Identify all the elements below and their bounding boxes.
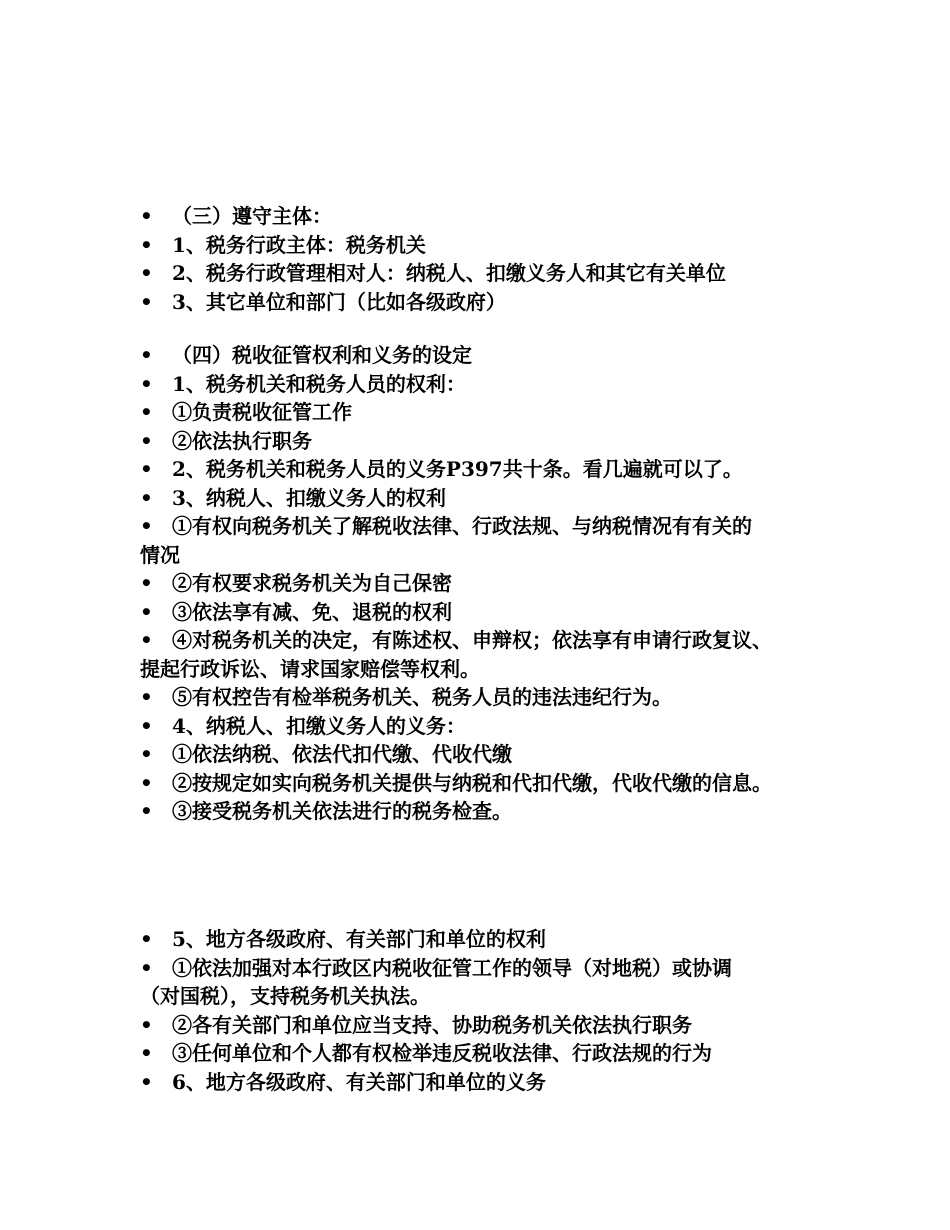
list-item-text: ②有权要求税务机关为自己保密 (172, 571, 452, 595)
bullet: • (140, 628, 153, 652)
list-item-text: 3、纳税人、扣缴义务人的权利 (172, 485, 446, 510)
bullet: • (140, 713, 153, 738)
list-item (140, 427, 840, 456)
list-item-text: 1、税务机关和税务人员的权利： (172, 371, 466, 396)
bullet: • (140, 955, 153, 980)
list-item (140, 1068, 840, 1097)
list-item (140, 341, 840, 370)
list-item (140, 740, 840, 769)
list-item (140, 598, 840, 627)
list-item (140, 202, 840, 231)
list-item-text: 3、其它单位和部门（比如各级政府） (172, 289, 506, 314)
list-item-text: 2、税务行政管理相对人：纳税人、扣缴义务人和其它有关单位 (172, 261, 726, 285)
bullet: • (140, 457, 153, 481)
bullet: • (140, 770, 153, 795)
list-item-text: 1、税务行政主体：税务机关 (172, 232, 426, 257)
list-item (140, 683, 840, 712)
bullet: • (140, 400, 153, 424)
list-item (140, 797, 840, 826)
bullet: • (140, 685, 153, 709)
bullet: • (140, 514, 153, 538)
bullet: • (140, 799, 153, 823)
bullet: • (140, 742, 153, 766)
list-item (140, 1039, 840, 1068)
list-item-text: ①依法加强对本行政区内税收征管工作的领导（对地税）或协调 (172, 955, 732, 980)
bullet: • (140, 371, 153, 396)
block-government-rights (140, 925, 840, 1096)
bullet: • (140, 343, 153, 367)
list-item-text: ②按规定如实向税务机关提供与纳税和代扣代缴，代收代缴的信息。 (172, 770, 772, 795)
list-item-text: 4、纳税人、扣缴义务人的义务： (172, 713, 466, 738)
list-item-text: ③接受税务机关依法进行的税务检查。 (172, 799, 512, 823)
list-item-text: 2、税务机关和税务人员的义务P397共十条。看几遍就可以了。 (172, 457, 743, 481)
list-item-text: 6、地方各级政府、有关部门和单位的义务 (172, 1069, 546, 1094)
bullet: • (140, 428, 153, 453)
list-item-text: ①负责税收征管工作 (172, 400, 352, 424)
list-item (140, 954, 840, 1011)
list-item-text: ①依法纳税、依法代扣代缴、代收代缴 (172, 742, 512, 766)
bullet: • (140, 927, 153, 951)
list-item-text: ③任何单位和个人都有权检举违反税收法律、行政法规的行为 (172, 1041, 712, 1065)
bullet: • (140, 485, 153, 510)
list-item-text: ①有权向税务机关了解税收法律、行政法规、与纳税情况有有关的 (172, 514, 752, 538)
list-item (140, 484, 840, 513)
block-compliance-subjects (140, 202, 840, 316)
list-item (140, 925, 840, 954)
list-item (140, 455, 840, 484)
list-item (140, 370, 840, 399)
list-item-text: ②各有关部门和单位应当支持、协助税务机关依法执行职务 (172, 1012, 692, 1037)
list-item (140, 1011, 840, 1040)
bullet: • (140, 204, 153, 228)
block-rights-obligations (140, 341, 840, 826)
list-item (140, 231, 840, 260)
bullet: • (140, 1069, 153, 1094)
list-item (140, 569, 840, 598)
list-item (140, 398, 840, 427)
list-item-text: ④对税务机关的决定，有陈述权、申辩权；依法享有申请行政复议、 (172, 628, 772, 652)
list-item (140, 769, 840, 798)
bullet: • (140, 1012, 153, 1037)
list-item (140, 512, 840, 569)
list-item-text: ②依法执行职务 (172, 428, 312, 453)
list-item-text: ③依法享有减、免、退税的权利 (172, 599, 452, 624)
list-item-continuation: 情况 (140, 542, 180, 567)
bullet: • (140, 289, 153, 314)
list-item-text: ⑤有权控告有检举税务机关、税务人员的违法违纪行为。 (172, 685, 672, 709)
list-item-text: （三）遵守主体： (172, 204, 332, 228)
list-item (140, 288, 840, 317)
bullet: • (140, 571, 153, 595)
list-item (140, 259, 840, 288)
list-item-continuation: （对国税），支持税务机关执法。 (140, 984, 430, 1008)
bullet: • (140, 232, 153, 257)
list-item (140, 712, 840, 741)
bullet: • (140, 1041, 153, 1065)
bullet: • (140, 261, 153, 285)
list-item-text: （四）税收征管权利和义务的设定 (172, 343, 472, 367)
list-item (140, 626, 840, 683)
list-item-text: 5、地方各级政府、有关部门和单位的权利 (172, 927, 546, 951)
bullet: • (140, 599, 153, 624)
list-item-continuation: 提起行政诉讼、请求国家赔偿等权利。 (140, 656, 480, 681)
